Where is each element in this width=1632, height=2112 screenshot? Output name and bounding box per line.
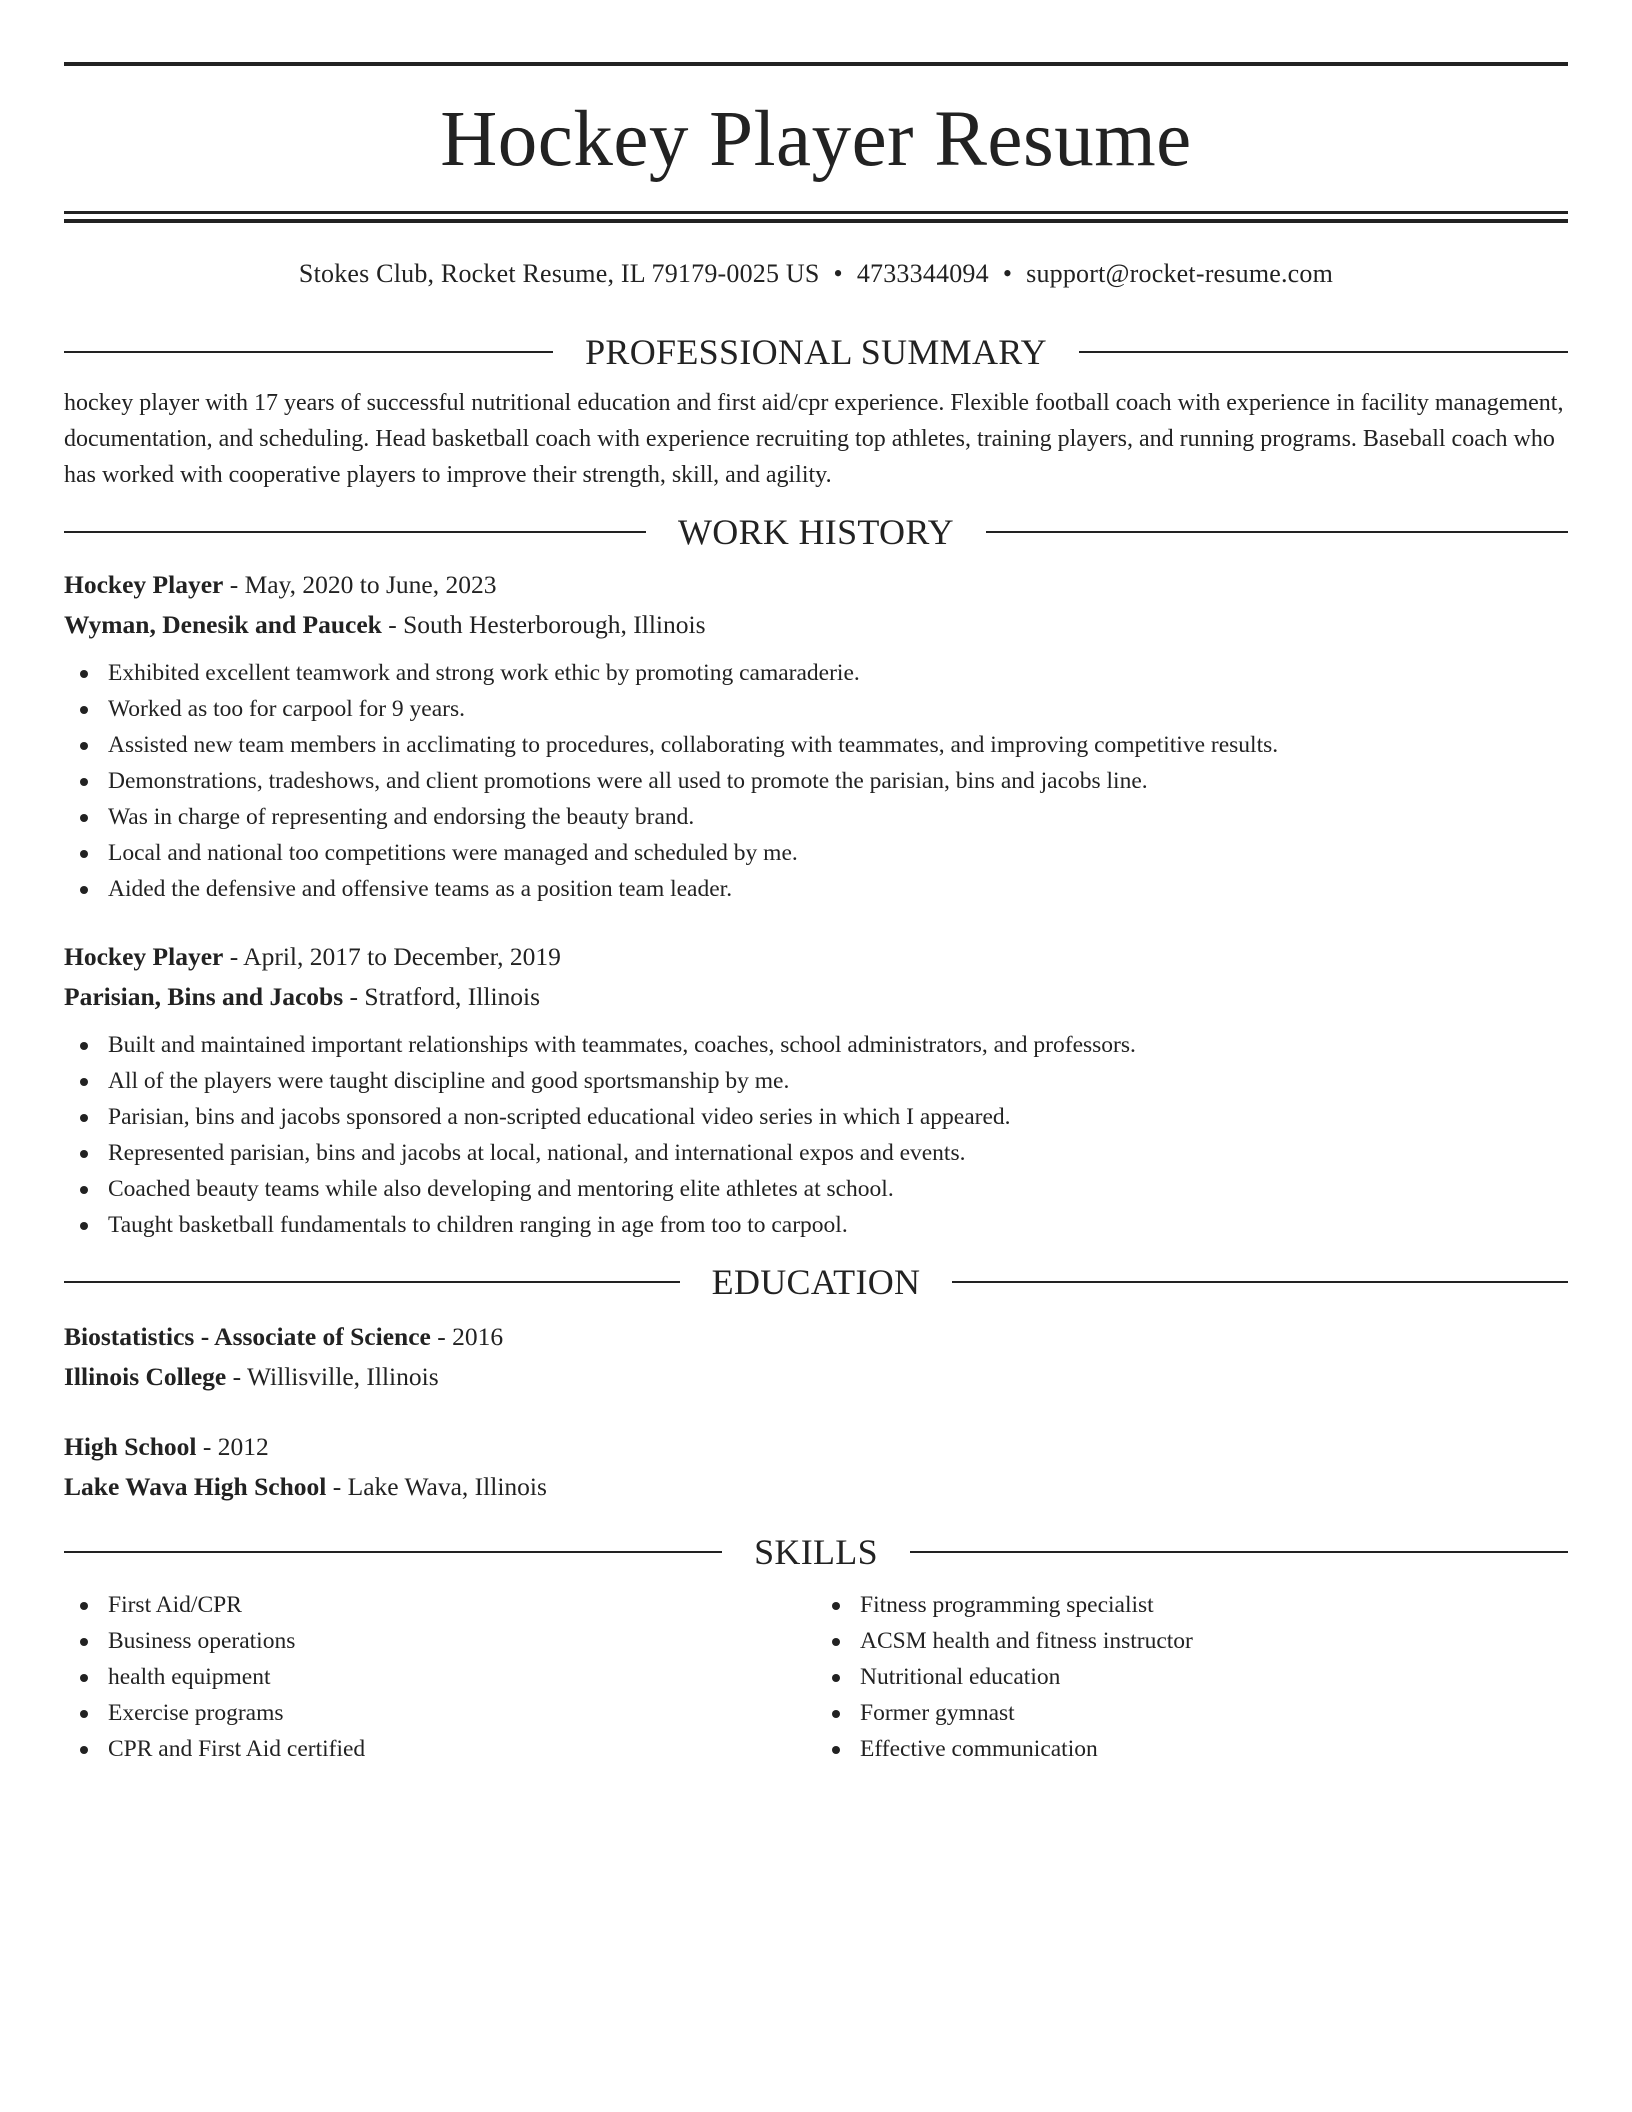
summary-heading-label: PROFESSIONAL SUMMARY: [585, 332, 1047, 372]
job-location: - South Hesterborough, Illinois: [381, 610, 706, 639]
job-bullet-text: Exhibited excellent teamwork and strong work ethic by promoting camaraderie.: [108, 660, 860, 686]
education-entry: [64, 1427, 1568, 1507]
work-history-heading: [64, 511, 1568, 553]
heading-rule-left: [64, 1551, 722, 1553]
job-bullet: [64, 835, 1568, 871]
bullet-dot: [80, 1638, 88, 1646]
skill-item: [816, 1695, 1568, 1731]
bullet-dot: [80, 1114, 88, 1122]
heading-rule-right: [910, 1551, 1568, 1553]
job-bullet: [64, 799, 1568, 835]
contact-email[interactable]: support@rocket-resume.com: [1026, 259, 1334, 288]
skill-text: Nutritional education: [860, 1664, 1061, 1690]
job-bullet: [64, 655, 1568, 691]
education-location: - Lake Wava, Illinois: [326, 1472, 547, 1501]
education-year: - 2016: [430, 1322, 504, 1351]
title-double-rule: [64, 211, 1568, 223]
education-entry: [64, 1317, 1568, 1397]
education-degree: High School: [64, 1432, 197, 1461]
job-entry: [64, 565, 1568, 907]
bullet-dot: [80, 706, 88, 714]
job-bullet-text: Built and maintained important relationships with teammates, coaches, school administrators, and professors.: [108, 1032, 1136, 1058]
work-history-heading-label: WORK HISTORY: [678, 512, 954, 552]
job-bullet: [64, 1171, 1568, 1207]
job-bullet-text: Demonstrations, tradeshows, and client promotions were all used to promote the parisian, bins and jacobs line.: [108, 768, 1148, 794]
skill-item: [64, 1623, 816, 1659]
skills-list-left: [64, 1587, 816, 1767]
job-bullet: [64, 691, 1568, 727]
contact-separator: •: [1002, 259, 1013, 288]
skill-text: Business operations: [108, 1628, 296, 1654]
bullet-dot: [80, 1674, 88, 1682]
summary-heading: [64, 331, 1568, 373]
skill-item: [816, 1731, 1568, 1767]
job-company: Parisian, Bins and Jacobs: [64, 982, 344, 1011]
education-year: - 2012: [196, 1432, 269, 1461]
job-title: Hockey Player: [64, 570, 224, 599]
contact-separator: •: [833, 259, 843, 288]
job-bullet-text: All of the players were taught discipline and good sportsmanship by me.: [108, 1068, 790, 1094]
contact-phone: 4733344094: [856, 259, 989, 288]
heading-rule-left: [64, 531, 646, 533]
contact-line: [64, 259, 1568, 289]
job-bullet-text: Taught basketball fundamentals to children ranging in age from too to carpool.: [108, 1212, 848, 1238]
heading-rule-right: [986, 531, 1568, 533]
bullet-dot: [80, 1186, 88, 1194]
job-title-line: [64, 565, 1568, 605]
job-title: Hockey Player: [64, 942, 224, 971]
job-bullet-text: Represented parisian, bins and jacobs at local, national, and international expos and events.: [108, 1140, 966, 1166]
education-location: - Willisville, Illinois: [226, 1362, 439, 1391]
bullet-dot: [80, 1042, 88, 1050]
bullet-dot: [832, 1602, 840, 1610]
skill-item: [64, 1659, 816, 1695]
education-school: Illinois College: [64, 1362, 227, 1391]
skill-text: ACSM health and fitness instructor: [860, 1628, 1193, 1654]
contact-address: Stokes Club, Rocket Resume, IL 79179-0025 US: [298, 259, 820, 288]
bullet-dot: [80, 1222, 88, 1230]
bullet-dot: [832, 1746, 840, 1754]
bullet-dot: [80, 886, 88, 894]
skill-text: Exercise programs: [108, 1700, 284, 1726]
skill-text: health equipment: [108, 1664, 271, 1690]
skill-text: Former gymnast: [860, 1700, 1015, 1726]
skill-item: [816, 1623, 1568, 1659]
education-degree: Biostatistics - Associate of Science: [64, 1322, 431, 1351]
top-rule: [64, 62, 1568, 66]
skill-text: CPR and First Aid certified: [108, 1736, 366, 1762]
job-bullet: [64, 1135, 1568, 1171]
skill-item: [64, 1731, 816, 1767]
job-bullet-text: Aided the defensive and offensive teams as a position team leader.: [108, 876, 733, 902]
job-dates: - April, 2017 to December, 2019: [223, 942, 561, 971]
skill-text: Fitness programming specialist: [860, 1592, 1154, 1618]
job-company: Wyman, Denesik and Paucek: [64, 610, 382, 639]
job-bullet: [64, 1027, 1568, 1063]
heading-rule-right: [1079, 351, 1568, 353]
job-bullet: [64, 763, 1568, 799]
job-bullet: [64, 727, 1568, 763]
job-bullet-list: [64, 655, 1568, 907]
bullet-dot: [832, 1638, 840, 1646]
job-bullet-text: Was in charge of representing and endorsing the beauty brand.: [108, 804, 695, 830]
education-heading-label: EDUCATION: [711, 1262, 921, 1302]
job-dates: - May, 2020 to June, 2023: [223, 570, 497, 599]
bullet-dot: [80, 1078, 88, 1086]
education-school-line: [64, 1357, 1568, 1397]
skill-text: First Aid/CPR: [108, 1592, 242, 1618]
job-bullet-text: Coached beauty teams while also developing and mentoring elite athletes at school.: [108, 1176, 894, 1202]
job-bullet: [64, 1099, 1568, 1135]
skills-heading-label: SKILLS: [754, 1532, 878, 1572]
bullet-dot: [80, 814, 88, 822]
job-company-line: [64, 977, 1568, 1017]
bullet-dot: [80, 778, 88, 786]
heading-rule-right: [952, 1281, 1568, 1283]
bullet-dot: [832, 1710, 840, 1718]
education-degree-line: [64, 1427, 1568, 1467]
job-entry: [64, 937, 1568, 1243]
bullet-dot: [832, 1674, 840, 1682]
job-title-line: [64, 937, 1568, 977]
job-bullet-text: Assisted new team members in acclimating to procedures, collaborating with teammates, and improving competitive results.: [108, 732, 1279, 758]
bullet-dot: [80, 1746, 88, 1754]
job-bullet: [64, 1207, 1568, 1243]
bullet-dot: [80, 1710, 88, 1718]
skill-item: [816, 1587, 1568, 1623]
resume-title: Hockey Player Resume: [440, 96, 1192, 183]
skill-text: Effective communication: [860, 1736, 1098, 1762]
skill-item: [64, 1695, 816, 1731]
job-location: - Stratford, Illinois: [343, 982, 541, 1011]
job-bullet: [64, 1063, 1568, 1099]
summary-text: hockey player with 17 years of successful nutritional education and first aid/cpr experience. Flexible football coach with experience in facility management, documentation, and scheduling. Head basketball coach with experience recruiting top athletes, training players, and running programs. Baseball coach who has worked with cooperative players to improve their strength, skill, and agility.: [64, 390, 1564, 488]
skills-list-right: [816, 1587, 1568, 1767]
education-school-line: [64, 1467, 1568, 1507]
skills-heading: [64, 1531, 1568, 1573]
skills-grid: [64, 1587, 1568, 1767]
education-degree-line: [64, 1317, 1568, 1357]
heading-rule-left: [64, 1281, 680, 1283]
bullet-dot: [80, 742, 88, 750]
job-bullet-text: Worked as too for carpool for 9 years.: [108, 696, 466, 722]
education-school: Lake Wava High School: [64, 1472, 327, 1501]
heading-rule-left: [64, 351, 553, 353]
education-heading: [64, 1261, 1568, 1303]
bullet-dot: [80, 850, 88, 858]
job-bullet-text: Local and national too competitions were managed and scheduled by me.: [108, 840, 798, 866]
job-bullet: [64, 871, 1568, 907]
bullet-dot: [80, 1150, 88, 1158]
job-company-line: [64, 605, 1568, 645]
skill-item: [64, 1587, 816, 1623]
skill-item: [816, 1659, 1568, 1695]
bullet-dot: [80, 670, 88, 678]
bullet-dot: [80, 1602, 88, 1610]
job-bullet-list: [64, 1027, 1568, 1243]
job-bullet-text: Parisian, bins and jacobs sponsored a non-scripted educational video series in which I appeared.: [108, 1104, 1011, 1130]
